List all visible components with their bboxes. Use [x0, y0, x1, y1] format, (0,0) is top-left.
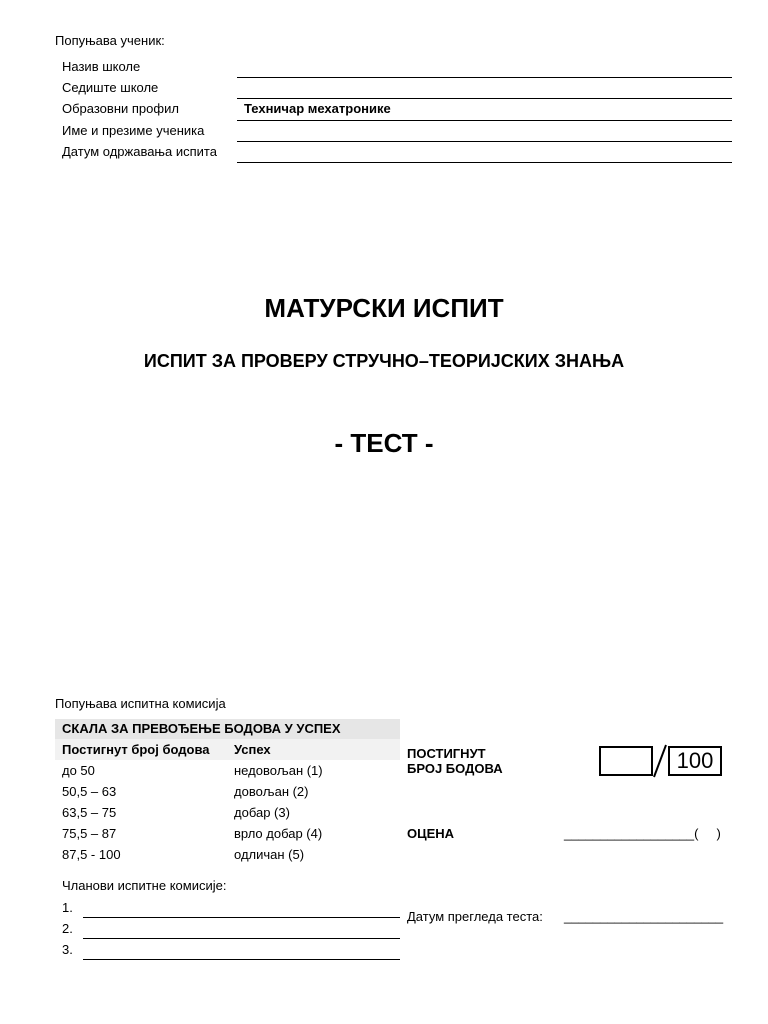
points-column-header: Постигнут број бодова [62, 742, 210, 757]
score-max-box: 100 [668, 746, 722, 776]
member-number: 3. [62, 942, 73, 957]
table-row [55, 844, 400, 865]
main-title: МАТУРСКИ ИСПИТ [264, 293, 504, 323]
member-number: 1. [62, 900, 73, 915]
score-input-box[interactable] [599, 746, 653, 776]
review-date-field[interactable]: ______________________ [564, 909, 724, 924]
education-profile-field[interactable] [237, 120, 732, 121]
member-signature-line[interactable] [83, 938, 400, 939]
student-name-field[interactable] [237, 141, 732, 142]
school-name-label: Назив школе [62, 59, 141, 74]
table-row [55, 802, 400, 823]
grade-scale-header-row [55, 739, 400, 760]
grade-column-header: Успех [234, 742, 271, 757]
exam-date-field[interactable] [237, 162, 732, 163]
points-cell: 50,5 – 63 [62, 784, 117, 799]
school-name-field[interactable] [237, 77, 732, 78]
school-seat-label: Седиште школе [62, 80, 159, 95]
grade-cell: недовољан (1) [234, 763, 323, 778]
grade-cell: врло добар (4) [234, 826, 323, 841]
grade-label: ОЦЕНА [407, 826, 455, 841]
grade-cell: одличан (5) [234, 847, 305, 862]
grade-scale-title: СКАЛА ЗА ПРЕВОЂЕЊЕ БОДОВА У УСПЕХ [55, 719, 400, 739]
score-label [407, 746, 503, 776]
commission-members-label: Чланови испитне комисије: [62, 878, 227, 893]
points-cell: 63,5 – 75 [62, 805, 117, 820]
member-signature-line[interactable] [83, 959, 400, 960]
slash-divider [652, 744, 668, 778]
sub-title: ИСПИТ ЗА ПРОВЕРУ СТРУЧНО–ТЕОРИЈСКИХ ЗНАЊА [143, 351, 625, 371]
student-name-label: Име и презиме ученика [62, 123, 205, 138]
points-cell: 87,5 - 100 [62, 847, 121, 862]
exam-date-label: Датум одржавања испита [62, 144, 217, 159]
score-label-line1: ПОСТИГНУТ [407, 746, 486, 761]
grade-field[interactable]: __________________( ) [564, 826, 721, 841]
table-row [55, 781, 400, 802]
education-profile-label: Образовни профил [62, 101, 179, 116]
score-label-line2: БРОЈ БОДОВА [407, 761, 503, 776]
review-date-label: Датум прегледа теста: [407, 909, 543, 924]
table-row [55, 760, 400, 781]
test-title: - ТЕСТ - [334, 428, 434, 458]
grade-scale-table [55, 719, 400, 865]
education-profile-value: Техничар мехатронике [244, 101, 391, 116]
table-row [55, 823, 400, 844]
school-seat-field[interactable] [237, 98, 732, 99]
grade-cell: добар (3) [234, 805, 290, 820]
filled-by-commission-label: Попуњава испитна комисија [55, 696, 226, 711]
points-cell: 75,5 – 87 [62, 826, 117, 841]
points-cell: до 50 [62, 763, 95, 778]
filled-by-student-label: Попуњава ученик: [55, 33, 165, 48]
member-number: 2. [62, 921, 73, 936]
member-signature-line[interactable] [83, 917, 400, 918]
grade-cell: довољан (2) [234, 784, 309, 799]
